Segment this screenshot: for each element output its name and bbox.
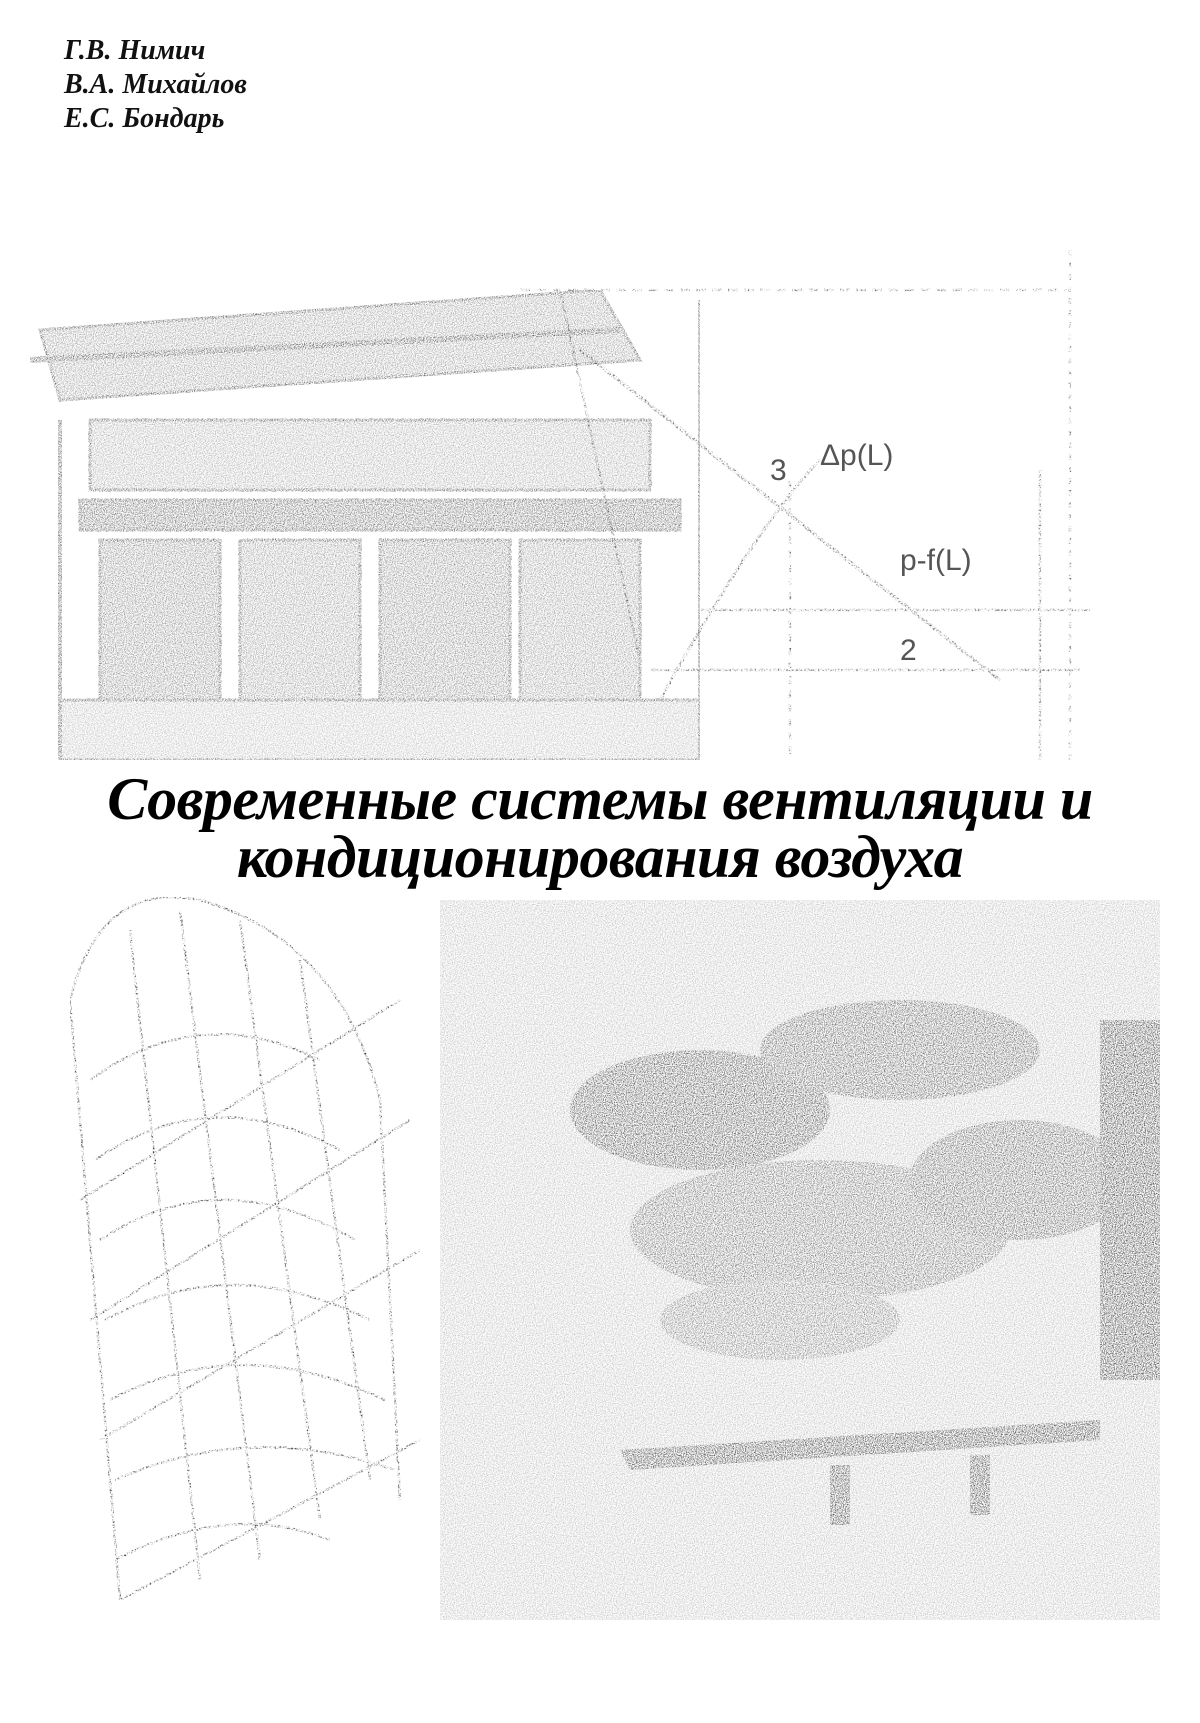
diagram-label-p: p-f(L) [900,544,972,577]
diagram-label-3: 3 [770,454,787,487]
building-sketch [30,290,700,760]
book-title [40,766,1160,890]
author-name: Г.В. Нимич [64,35,206,66]
psychrometric-chart [70,897,420,1600]
book-title-line-2: кондиционирования воздуха [236,824,964,890]
diagram-label-2: 2 [900,634,917,667]
author-name: Е.С. Бондарь [64,103,225,134]
garden-photo [440,900,1160,1620]
author-list [64,34,247,136]
diagram-label-dp: Δp(L) [820,439,894,472]
book-title-line-1: Современные системы вентиляции и [107,766,1093,832]
author-name: В.А. Михайлов [64,69,247,100]
